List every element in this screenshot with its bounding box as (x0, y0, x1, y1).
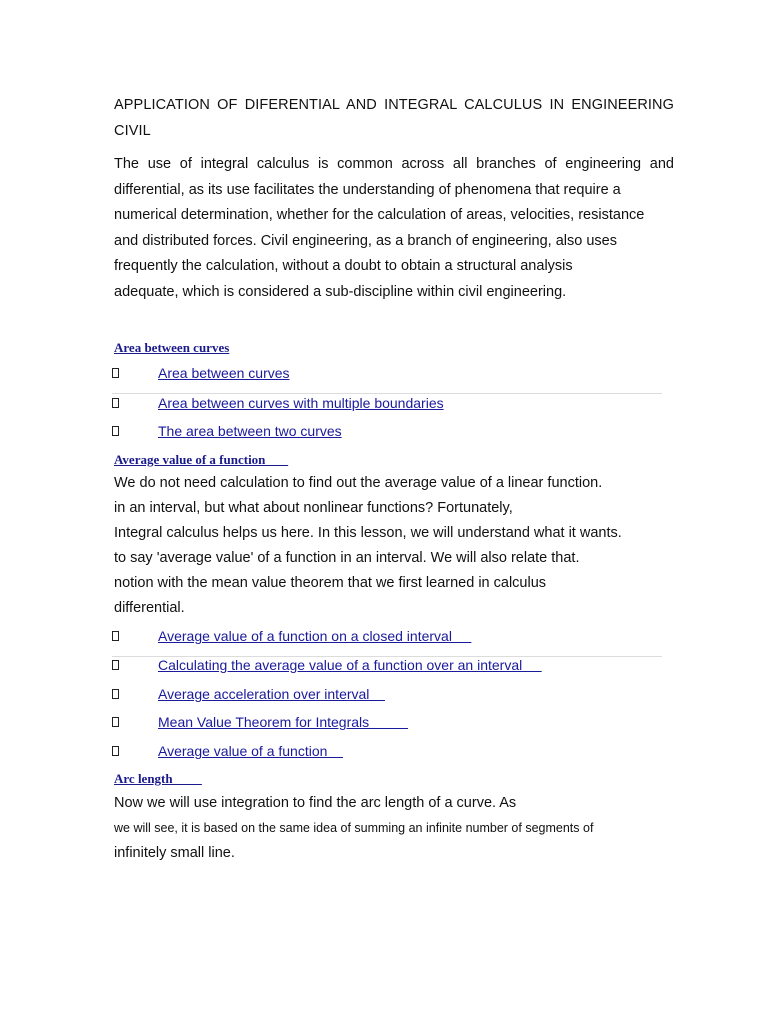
paragraph-line: we will see, it is based on the same idea of summing an infinite number of segments of (114, 821, 594, 835)
paragraph-line: infinitely small line. (114, 845, 235, 861)
paragraph-line: differential. (114, 600, 185, 616)
paragraph-line: to say 'average value' of a function in an interval. We will also relate that. (114, 550, 580, 566)
section-heading-arc-length[interactable]: Arc length (114, 771, 202, 786)
link-average-acceleration[interactable]: Average acceleration over interval (158, 686, 385, 702)
checkbox-bullet-icon (112, 368, 119, 378)
intro-line: frequently the calculation, without a doubt to obtain a structural analysis (114, 258, 573, 274)
intro-line: numerical determination, whether for the calculation of areas, velocities, resistance (114, 207, 645, 223)
intro-line: The use of integral calculus is common across all branches of engineering and (114, 156, 674, 172)
checkbox-bullet-icon (112, 746, 119, 756)
intro-line: differential, as its use facilitates the understanding of phenomena that require a (114, 181, 621, 198)
checkbox-bullet-icon (112, 631, 119, 641)
checkbox-bullet-icon (112, 689, 119, 699)
checkbox-bullet-icon (112, 717, 119, 727)
link-average-value-function[interactable]: Average value of a function (158, 743, 343, 759)
link-area-two-curves[interactable]: The area between two curves (158, 423, 342, 439)
checkbox-bullet-icon (112, 660, 119, 670)
paragraph-line: notion with the mean value theorem that we first learned in calculus (114, 575, 547, 591)
intro-line: adequate, which is considered a sub-discipline within civil engineering. (114, 283, 567, 300)
arc-paragraph (114, 791, 674, 866)
divider (112, 393, 662, 394)
link-mean-value-theorem[interactable]: Mean Value Theorem for Integrals (158, 714, 409, 730)
paragraph-line: Integral calculus helps us here. In this lesson, we will understand what it wants. (114, 525, 622, 541)
intro-paragraph (114, 152, 674, 305)
paragraph-line: Now we will use integration to find the arc length of a curve. As (114, 795, 517, 811)
average-paragraph (114, 471, 674, 621)
checkbox-bullet-icon (112, 426, 119, 436)
paragraph-line: We do not need calculation to find out the average value of a linear function. (114, 475, 603, 491)
paragraph-line: in an interval, but what about nonlinear functions? Fortunately, (114, 500, 513, 516)
section-heading-area[interactable]: Area between curves (114, 340, 230, 355)
link-area-multiple-boundaries[interactable]: Area between curves with multiple boundaries (158, 395, 444, 411)
intro-line: and distributed forces. Civil engineering, as a branch of engineering, also uses (114, 232, 617, 249)
link-area-between-curves[interactable]: Area between curves (158, 365, 290, 381)
checkbox-bullet-icon (112, 398, 119, 408)
document-title: APPLICATION OF DIFERENTIAL AND INTEGRAL CALCULUS IN ENGINEERING CIVIL (114, 97, 674, 139)
section-heading-average[interactable]: Average value of a function (114, 452, 289, 467)
link-average-closed-interval[interactable]: Average value of a function on a closed interval (158, 628, 472, 644)
link-calculating-average-value[interactable]: Calculating the average value of a function over an interval (158, 657, 542, 673)
